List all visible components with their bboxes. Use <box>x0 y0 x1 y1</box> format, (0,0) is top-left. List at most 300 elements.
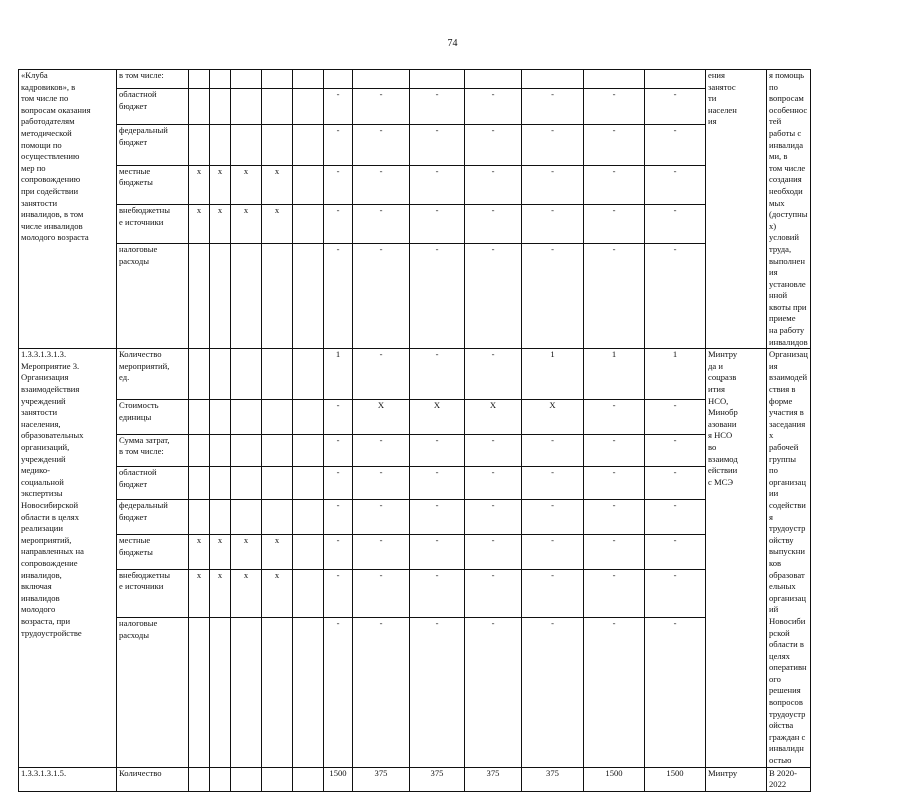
value-cell: - <box>410 88 465 124</box>
text-line: налоговые <box>119 617 158 628</box>
text-line: с МСЭ <box>708 476 734 487</box>
text-line: Организация <box>21 372 69 383</box>
value-cell: - <box>324 244 353 349</box>
text-line: квоты при приеме <box>769 301 807 324</box>
flag-cell <box>293 467 324 500</box>
flag-cell <box>262 400 293 435</box>
text-line: области в целях <box>21 511 80 522</box>
text-line: том числе по <box>21 93 69 104</box>
text-line: взаимодействия <box>21 384 80 395</box>
text-line: создания <box>769 174 802 185</box>
value-cell: - <box>353 88 410 124</box>
text-line: организаций <box>769 592 806 615</box>
value-cell: - <box>324 535 353 570</box>
text-line: Сумма затрат, <box>119 434 170 445</box>
text-line: Количество <box>119 767 162 778</box>
flag-cell <box>293 349 324 400</box>
flag-cell <box>231 88 262 124</box>
flag-cell: x <box>210 204 231 243</box>
value-cell: 1 <box>584 349 645 400</box>
text-line: учреждений <box>21 395 66 406</box>
flag-cell <box>210 400 231 435</box>
text-line: налоговые <box>119 244 158 254</box>
text-line: единицы <box>119 411 152 422</box>
flag-cell <box>293 70 324 89</box>
flag-cell <box>293 204 324 243</box>
flag-cell: x <box>262 569 293 617</box>
value-cell: - <box>645 165 706 204</box>
value-cell: - <box>324 400 353 435</box>
value-cell: - <box>522 204 584 243</box>
text-line: Количество <box>119 349 162 360</box>
flag-cell <box>189 500 210 535</box>
text-line: Организация <box>769 349 808 371</box>
text-line: бюджет <box>119 100 148 111</box>
text-line: форме участия в <box>769 395 804 418</box>
flag-cell: x <box>231 165 262 204</box>
text-line: заседаниях <box>769 418 806 441</box>
flag-cell <box>210 125 231 166</box>
text-line: реализации <box>21 523 63 534</box>
text-line: мероприятий, <box>119 360 170 371</box>
indicator-label-cell <box>117 125 189 166</box>
flag-cell <box>231 767 262 791</box>
value-cell: - <box>324 165 353 204</box>
value-cell: - <box>645 617 706 767</box>
text-line: вопросам <box>769 93 804 104</box>
value-cell: 375 <box>353 767 410 791</box>
flag-cell <box>231 244 262 349</box>
value-cell: - <box>645 467 706 500</box>
text-line: азовани <box>708 418 737 429</box>
text-line: населения, <box>21 418 61 429</box>
text-line: расходы <box>119 255 149 266</box>
value-cell: - <box>410 204 465 243</box>
text-line: 1.3.3.1.3.1.5. <box>21 767 67 778</box>
value-cell: - <box>522 569 584 617</box>
text-line: содействия <box>769 499 806 522</box>
flag-cell <box>293 165 324 204</box>
flag-cell <box>189 125 210 166</box>
text-line: ения <box>708 70 725 80</box>
flag-cell <box>293 400 324 435</box>
text-line: трудоустройстве <box>21 627 82 638</box>
text-line: при содействии <box>21 185 79 196</box>
value-cell: - <box>410 535 465 570</box>
text-line: я НСО <box>708 430 733 441</box>
flag-cell: x <box>262 204 293 243</box>
measure-name-cell <box>19 70 117 349</box>
flag-cell: x <box>189 204 210 243</box>
flag-cell <box>293 767 324 791</box>
value-cell: - <box>353 569 410 617</box>
text-line: бюджет <box>119 136 148 147</box>
text-line: Минтру <box>708 767 738 778</box>
value-cell: 1 <box>324 349 353 400</box>
indicator-label-cell <box>117 165 189 204</box>
text-line: инвалидностью <box>769 743 804 766</box>
value-cell: - <box>645 88 706 124</box>
table-row <box>19 70 897 89</box>
value-cell: - <box>645 125 706 166</box>
text-line: Стоимость <box>119 400 159 410</box>
value-cell: - <box>324 88 353 124</box>
flag-cell <box>231 400 262 435</box>
value-cell: - <box>465 165 522 204</box>
indicator-label-cell <box>117 204 189 243</box>
value-cell: - <box>324 467 353 500</box>
flag-cell <box>262 88 293 124</box>
flag-cell <box>293 244 324 349</box>
text-line: экспертизы <box>21 488 63 499</box>
indicator-label-cell <box>117 400 189 435</box>
value-cell: - <box>353 467 410 500</box>
value-cell: - <box>645 569 706 617</box>
text-line: занятости <box>21 407 58 418</box>
flag-cell <box>231 467 262 500</box>
value-cell: - <box>522 125 584 166</box>
value-cell: 375 <box>522 767 584 791</box>
text-line: местные <box>119 165 151 176</box>
value-cell: - <box>324 569 353 617</box>
expected-result-cell <box>767 70 811 349</box>
flag-cell: x <box>210 535 231 570</box>
value-cell: - <box>522 535 584 570</box>
text-line: вопросов <box>769 697 803 708</box>
value-cell: - <box>410 434 465 466</box>
flag-cell <box>210 88 231 124</box>
text-line: области в целях <box>769 639 804 661</box>
table-row <box>19 349 897 400</box>
value-cell: 375 <box>410 767 465 791</box>
flag-cell <box>210 767 231 791</box>
text-line: включая <box>21 581 52 592</box>
indicator-label-cell <box>117 467 189 500</box>
flag-cell <box>189 400 210 435</box>
indicator-label-cell <box>117 434 189 466</box>
flag-cell <box>262 500 293 535</box>
flag-cell <box>210 434 231 466</box>
value-cell: 1500 <box>324 767 353 791</box>
text-line: осуществлению <box>21 151 80 162</box>
measure-name-cell <box>19 349 117 767</box>
value-cell: - <box>522 434 584 466</box>
text-line: ед. <box>119 372 130 383</box>
expected-result-cell <box>767 349 811 767</box>
text-line: 1.3.3.1.3.1.3. <box>21 349 67 360</box>
text-line: областной <box>119 88 157 99</box>
value-cell: - <box>584 244 645 349</box>
value-cell: - <box>353 125 410 166</box>
text-line: сопровождение <box>21 557 78 568</box>
value-cell: - <box>410 617 465 767</box>
value-cell: - <box>645 500 706 535</box>
executor-cell <box>706 767 767 791</box>
flag-cell <box>262 125 293 166</box>
value-cell: - <box>584 467 645 500</box>
text-line: я помощь по <box>769 70 805 92</box>
text-line: том числе <box>769 162 806 173</box>
flag-cell <box>262 434 293 466</box>
text-line: ти <box>708 93 717 104</box>
value-cell: - <box>584 500 645 535</box>
value-cell: - <box>324 500 353 535</box>
value-cell: - <box>522 165 584 204</box>
flag-cell <box>231 349 262 400</box>
text-line: особенностей <box>769 104 808 127</box>
text-line: сопровождению <box>21 174 81 185</box>
value-cell: - <box>410 349 465 400</box>
text-line: инвалидов <box>21 592 60 603</box>
text-line: федеральный <box>119 500 168 511</box>
value-cell: - <box>324 617 353 767</box>
indicator-label-cell <box>117 88 189 124</box>
value-cell <box>645 70 706 89</box>
flag-cell <box>293 569 324 617</box>
flag-cell <box>293 535 324 570</box>
indicator-label-cell <box>117 500 189 535</box>
text-line: мер по <box>21 162 46 173</box>
flag-cell <box>262 244 293 349</box>
text-line: е источники <box>119 216 164 227</box>
value-cell: - <box>584 165 645 204</box>
measures-table <box>18 69 897 792</box>
value-cell: 375 <box>465 767 522 791</box>
text-line: областной <box>119 467 157 478</box>
flag-cell <box>210 349 231 400</box>
value-cell: - <box>584 434 645 466</box>
text-line: оперативного <box>769 662 807 684</box>
value-cell: - <box>584 204 645 243</box>
flag-cell <box>293 434 324 466</box>
flag-cell <box>189 244 210 349</box>
value-cell: X <box>410 400 465 435</box>
value-cell: - <box>465 617 522 767</box>
flag-cell <box>293 125 324 166</box>
text-line: трудоустройства <box>769 708 806 731</box>
flag-cell <box>189 349 210 400</box>
text-line: условий труда, <box>769 232 799 254</box>
indicator-label-cell <box>117 349 189 400</box>
text-line: молодого <box>21 604 56 615</box>
text-line: во <box>708 442 717 452</box>
text-line: решения <box>769 685 801 696</box>
value-cell: - <box>645 244 706 349</box>
flag-cell: x <box>210 569 231 617</box>
value-cell: - <box>584 88 645 124</box>
text-line: взаимодействия в <box>769 372 808 395</box>
value-cell: - <box>465 204 522 243</box>
text-line: установленной <box>769 278 806 301</box>
value-cell: - <box>645 204 706 243</box>
text-line: Мероприятие 3. <box>21 360 80 371</box>
value-cell: - <box>324 125 353 166</box>
flag-cell: x <box>262 535 293 570</box>
text-line: соцразв <box>708 372 737 383</box>
text-line: бюджет <box>119 478 148 489</box>
flag-cell: x <box>189 569 210 617</box>
value-cell: - <box>410 165 465 204</box>
value-cell <box>465 70 522 89</box>
text-line: образовательных <box>769 569 805 592</box>
value-cell: - <box>353 349 410 400</box>
value-cell: - <box>324 204 353 243</box>
value-cell: - <box>584 125 645 166</box>
flag-cell <box>231 434 262 466</box>
value-cell: - <box>645 400 706 435</box>
text-line: граждан с <box>769 731 806 742</box>
flag-cell <box>210 467 231 500</box>
value-cell: - <box>353 535 410 570</box>
indicator-label-cell <box>117 244 189 349</box>
text-line: методической <box>21 127 72 138</box>
text-line: необходимых <box>769 185 803 208</box>
flag-cell <box>189 467 210 500</box>
flag-cell: x <box>231 535 262 570</box>
value-cell: - <box>353 244 410 349</box>
flag-cell <box>231 125 262 166</box>
text-line: местные <box>119 535 151 546</box>
value-cell: X <box>353 400 410 435</box>
value-cell: - <box>465 500 522 535</box>
text-line: помощи по <box>21 139 62 150</box>
text-line: ия <box>708 116 717 127</box>
text-line: расходы <box>119 629 149 640</box>
indicator-label-cell <box>117 70 189 89</box>
flag-cell <box>231 70 262 89</box>
flag-cell <box>189 767 210 791</box>
value-cell: - <box>465 434 522 466</box>
text-line: образовательных <box>21 430 84 441</box>
value-cell: - <box>584 400 645 435</box>
value-cell: - <box>465 535 522 570</box>
text-line: да и <box>708 360 723 371</box>
value-cell: - <box>522 500 584 535</box>
value-cell: - <box>410 569 465 617</box>
text-line: работы с <box>769 127 802 138</box>
value-cell <box>410 70 465 89</box>
value-cell: 1 <box>522 349 584 400</box>
flag-cell: x <box>231 204 262 243</box>
text-line: учреждений <box>21 453 66 464</box>
value-cell: - <box>410 125 465 166</box>
text-line: взаимод <box>708 453 738 464</box>
text-line: инвалидов, в том <box>21 209 84 220</box>
flag-cell <box>189 70 210 89</box>
value-cell: - <box>465 569 522 617</box>
text-line: Новосибирской <box>21 499 79 510</box>
flag-cell <box>231 500 262 535</box>
text-line: внебюджетны <box>119 569 170 580</box>
value-cell: - <box>522 244 584 349</box>
flag-cell: x <box>189 165 210 204</box>
text-line: федеральный <box>119 125 168 136</box>
flag-cell <box>189 434 210 466</box>
flag-cell <box>189 88 210 124</box>
value-cell: - <box>353 434 410 466</box>
value-cell: - <box>353 165 410 204</box>
table-row <box>19 767 897 791</box>
value-cell: - <box>353 500 410 535</box>
text-line: Минобр <box>708 407 738 418</box>
value-cell: - <box>353 204 410 243</box>
indicator-label-cell <box>117 535 189 570</box>
flag-cell: x <box>189 535 210 570</box>
text-line: по организации <box>769 465 806 499</box>
value-cell: X <box>522 400 584 435</box>
text-line: е источники <box>119 581 164 592</box>
value-cell: - <box>584 569 645 617</box>
text-line: на работу <box>769 325 805 336</box>
flag-cell <box>262 467 293 500</box>
value-cell: - <box>410 500 465 535</box>
executor-cell <box>706 349 767 767</box>
value-cell <box>324 70 353 89</box>
value-cell: - <box>465 244 522 349</box>
value-cell: - <box>645 434 706 466</box>
text-line: населен <box>708 104 737 115</box>
text-line: рабочей группы <box>769 442 799 464</box>
text-line: инвалидов <box>769 336 808 347</box>
value-cell: 1500 <box>645 767 706 791</box>
text-line: выполнения <box>769 255 805 278</box>
flag-cell <box>210 500 231 535</box>
value-cell: - <box>465 125 522 166</box>
value-cell: - <box>584 535 645 570</box>
measure-name-cell <box>19 767 117 791</box>
text-line: вопросам оказания <box>21 104 91 115</box>
text-line: организаций, <box>21 442 70 452</box>
flag-cell: x <box>262 165 293 204</box>
value-cell: 1500 <box>584 767 645 791</box>
value-cell: - <box>522 467 584 500</box>
value-cell: - <box>410 244 465 349</box>
text-line: числе инвалидов <box>21 220 83 231</box>
expected-result-cell <box>767 767 811 791</box>
text-line: ития <box>708 384 725 395</box>
text-line: социальной <box>21 476 64 487</box>
value-cell: - <box>522 88 584 124</box>
text-line: трудоустройству <box>769 523 806 545</box>
text-line: мероприятий, <box>21 534 72 545</box>
text-line: инвалидами, в <box>769 139 804 162</box>
flag-cell <box>262 767 293 791</box>
text-line: Минтру <box>708 349 738 360</box>
value-cell: - <box>465 88 522 124</box>
flag-cell <box>210 244 231 349</box>
text-line: молодого возраста <box>21 232 89 243</box>
value-cell: 1 <box>645 349 706 400</box>
value-cell: - <box>645 535 706 570</box>
value-cell: - <box>465 349 522 400</box>
text-line: В 2020-2022 <box>769 767 797 790</box>
flag-cell: x <box>210 165 231 204</box>
text-line: работодателям <box>21 116 75 127</box>
flag-cell <box>262 70 293 89</box>
indicator-label-cell <box>117 569 189 617</box>
text-line: бюджет <box>119 512 148 522</box>
flag-cell <box>262 349 293 400</box>
text-line: внебюджетны <box>119 204 170 215</box>
text-line: занятос <box>708 81 736 92</box>
flag-cell <box>293 500 324 535</box>
text-line: (доступных) <box>769 209 808 231</box>
value-cell: X <box>465 400 522 435</box>
value-cell: - <box>522 617 584 767</box>
text-line: выпускников <box>769 546 805 568</box>
text-line: медико- <box>21 465 51 476</box>
text-line: инвалидов, <box>21 569 62 580</box>
